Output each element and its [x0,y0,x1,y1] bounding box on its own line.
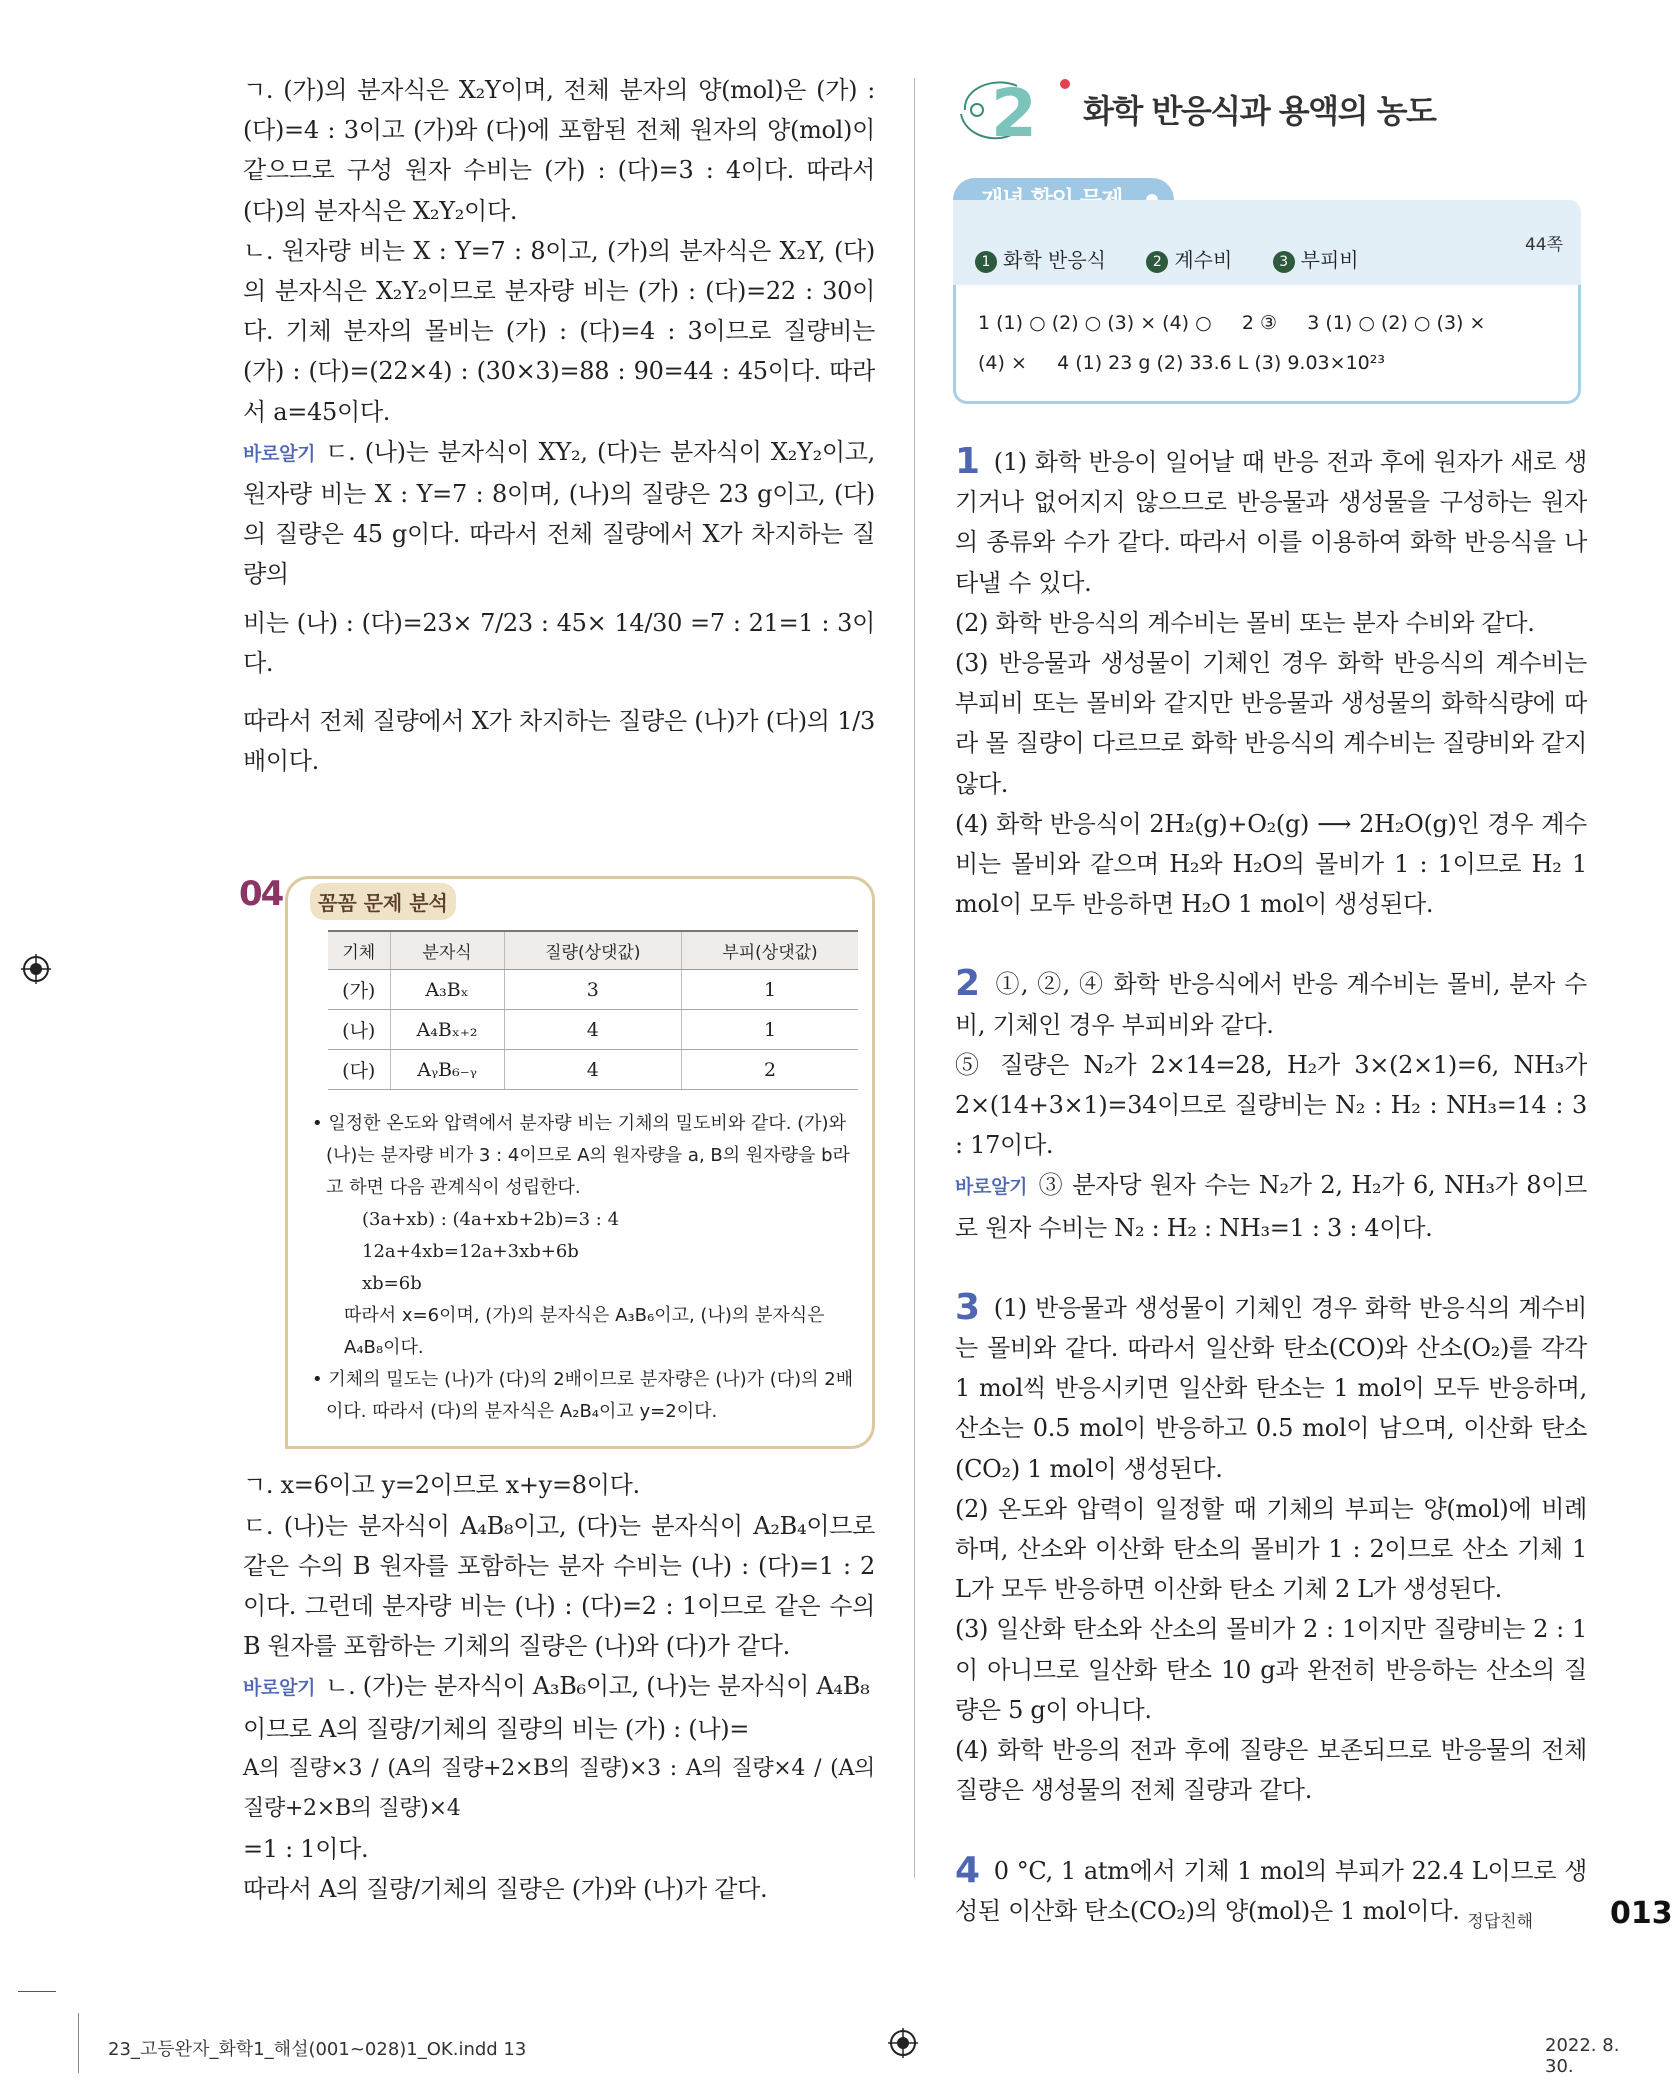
table-header: 기체 [328,931,390,970]
q1-para-2: (2) 화학 반응식의 계수비는 몰비 또는 분자 수비와 같다. [955,608,1535,637]
q1-para-1: 1 (1) 화학 반응이 일어날 때 반응 전과 후에 원자가 새로 생기거나 없어지지 않으므로 반응물과 생성물을 구성하는 원자의 종류와 수가 같다. 따라서 이를 이용하여 화학 반응식을 나타낼 수 있다. [955,441,1587,597]
left-para-3a: ㄱ. x=6이고 y=2이므로 x+y=8이다. [243,1471,640,1500]
left-para-2: 바로알기 ㄷ. (나)는 분자식이 XY₂, (다)는 분자식이 X₂Y₂이고, 원자량 비는 X : Y=7 : 8이며, (나)의 질량은 23 g이고, (다)의 질량은 45 g이다. 따라서 전체 질량에서 X가 차지하는 질량의 [243,437,875,589]
answers-line-1: 1 (1) ○ (2) ○ (3) × (4) ○ 2 ③ 3 (1) ○ (2) ○ (3) × [978,312,1486,334]
table-cell: 3 [504,970,681,1010]
question-4-number: 4 [955,1849,980,1891]
q3-para-2: (2) 온도와 압력이 일정할 때 기체의 부피는 양(mol)에 비례하며, 산소와 이산화 탄소의 몰비가 1 : 2이므로 산소 기체 1 L가 모두 반응하면 이산화 탄소 기체 2 L가 생성된다. [955,1494,1587,1604]
left-para-4d: =1 : 1이다. [243,1835,369,1864]
q3-para-3: (3) 일산화 탄소와 산소의 몰비가 2 : 1이지만 질량비는 2 : 1이 아니므로 일산화 탄소 10 g과 완전히 반응하는 산소의 질량은 5 g이 아니다. [955,1615,1587,1724]
q4-para: 4 0 °C, 1 atm에서 기체 1 mol의 부피가 22.4 L이므로 생성된 이산화 탄소(CO₂)의 양(mol)은 1 mol이다. [955,1849,1587,1925]
table-cell: (나) [328,1010,390,1050]
left-para-4c: A의 질량×3 / (A의 질량+2×B의 질량)×3 : A의 질량×4 / (A의 질량+2×B의 질량)×4 [243,1755,875,1822]
keyword-2: 2 계수비 [1146,248,1232,272]
question-1-number: 1 [955,441,980,482]
table-row [328,970,858,1010]
keyword-3: 3 부피비 [1273,248,1359,272]
analysis-bullets [306,1108,860,1428]
q1-para-4: (4) 화학 반응식이 2H₂(g)+O₂(g) ⟶ 2H₂O(g)인 경우 계수비는 몰비와 같으며 H₂와 H₂O의 몰비가 1 : 1이므로 H₂ 1 mol이 모두 반응하면 H₂O 1 mol이 생성된다. [955,809,1587,919]
table-cell: 1 [682,970,859,1010]
equation-3: xb=6b [362,1273,422,1295]
concept-keywords [953,200,1581,285]
problem-analysis-box [239,874,875,1449]
left-para-2b: 비는 (나) : (다)=23× 7/23 : 45× 14/30 =7 : 21=1 : 3이다. [243,608,875,677]
wrong-label: 바로알기 [243,442,316,465]
bullet-1: • 일정한 온도와 압력에서 분자량 비는 기체의 밀도비와 같다. (가)와 (나)는 분자량 비가 3 : 4이므로 A의 원자량을 a, B의 원자량을 b라고 하면 다음 관계식이 성립한다. [312,1113,850,1199]
column-divider [914,78,915,1878]
left-para-1b: ㄴ. 원자량 비는 X : Y=7 : 8이고, (가)의 분자식은 X₂Y, (다)의 분자식은 X₂Y₂이므로 분자량 비는 (가) : (다)=22 : 30이다. 기체 분자의 몰비는 (가) : (다)=4 : 3이므로 질량비는 (가) : (다)=(22×4) : (30×3)=88 : 90=44 : 45이다. 따라서 a=45이다. [243,236,875,426]
q3-para-1: 3 (1) 반응물과 생성물이 기체인 경우 화학 반응식의 계수비는 몰비와 같다. 따라서 일산화 탄소(CO)와 산소(O₂)를 각각 1 mol씩 반응시키면 일산화 탄소는 1 mol이 모두 반응하며, 산소는 0.5 mol이 반응하고 0.5 mol이 남으며, 이산화 탄소(CO₂) 1 mol이 생성된다. [955,1286,1587,1483]
left-para-4b: 이므로 A의 질량/기체의 질량의 비는 (가) : (나)= [243,1714,750,1743]
left-para-3b: ㄷ. (나)는 분자식이 A₄B₈이고, (다)는 분자식이 A₂B₄이므로 같은 수의 B 원자를 포함하는 분자 수비는 (나) : (다)=1 : 2이다. 그런데 분자량 비는 (나) : (다)=2 : 1이므로 같은 수의 B 원자를 포함하는 기체의 질량은 (나)와 (다)가 같다. [243,1511,875,1661]
q2-para-1: 2 ①, ②, ④ 화학 반응식에서 반응 계수비는 몰비, 분자 수비, 기체인 경우 부피비와 같다. [955,963,1587,1039]
section-title: 화학 반응식과 용액의 농도 [1083,92,1436,130]
q2-para-2: ⑤ 질량은 N₂가 2×14=28, H₂가 3×(2×1)=6, NH₃가 2×(14+3×1)=34이므로 질량비는 N₂ : H₂ : NH₃=14 : 3 : 17이다. [955,1050,1587,1160]
table-cell: (다) [328,1050,390,1090]
answers-line-2: (4) × 4 (1) 23 g (2) 33.6 L (3) 9.03×10²³ [978,352,1385,374]
left-para-4e: 따라서 A의 질량/기체의 질량은 (가)와 (나)가 같다. [243,1875,768,1904]
registration-mark-icon [888,2028,918,2058]
equation-2: 12a+4xb=12a+3xb+6b [362,1241,579,1263]
equation-1: (3a+xb) : (4a+xb+2b)=3 : 4 [362,1209,620,1231]
q3-para-4: (4) 화학 반응의 전과 후에 질량은 보존되므로 반응물의 전체 질량은 생성물의 전체 질량과 같다. [955,1736,1587,1805]
question-3-number: 3 [955,1286,980,1328]
section-number-logo [955,70,1075,152]
footer-answer-note: 정답친해 [1467,1912,1533,1932]
concept-page-ref: 44쪽 [1524,235,1563,255]
wrong-label: 바로알기 [955,1176,1028,1199]
table-cell: A₄Bₓ₊₂ [390,1010,504,1050]
crop-mark [78,2013,79,2073]
page-number: 013 [1610,1896,1673,1931]
concept-answers [953,285,1581,404]
registration-mark-icon [21,954,51,984]
number-1-icon: 1 [975,251,997,273]
table-header: 부피(상댓값) [682,931,859,970]
right-column [955,70,1587,1931]
section-number: 2 [991,75,1037,152]
number-2-icon: 2 [1146,251,1168,273]
concept-check-box [953,178,1581,404]
bullet-1-end: 따라서 x=6이며, (가)의 분자식은 A₃B₆이고, (나)의 분자식은 A₄B₈이다. [344,1305,825,1359]
wrong-label: 바로알기 [243,1677,316,1700]
table-cell: 2 [682,1050,859,1090]
left-column [239,70,875,1910]
analysis-title: 꼼꼼 문제 분석 [310,883,456,920]
number-3-icon: 3 [1273,251,1295,273]
left-para-4: 바로알기 ㄴ. (가)는 분자식이 A₃B₆이고, (나)는 분자식이 A₄B₈ [243,1672,870,1701]
problem-number: 04 [239,874,283,915]
keyword-1: 1 화학 반응식 [975,248,1106,272]
table-cell: 1 [682,1010,859,1050]
q1-para-3: (3) 반응물과 생성물이 기체인 경우 화학 반응식의 계수비는 부피비 또는 몰비와 같지만 반응물과 생성물의 화학식량에 따라 몰 질량이 다르므로 화학 반응식의 계수비는 질량비와 같지 않다. [955,649,1587,798]
bullet-2: • 기체의 밀도는 (나)가 (다)의 2배이므로 분자량은 (나)가 (다)의 2배이다. 따라서 (다)의 분자식은 A₂B₄이고 y=2이다. [312,1369,854,1423]
file-name: 23_고등완자_화학1_해설(001~028)1_OK.indd 13 [108,2039,527,2060]
section-heading [955,70,1587,150]
analysis-frame [285,876,875,1449]
table-cell: 4 [504,1050,681,1090]
left-para-2c: 따라서 전체 질량에서 X가 차지하는 질량은 (나)가 (다)의 1/3배이다. [243,707,875,776]
table-cell: (가) [328,970,390,1010]
table-row [328,1050,858,1090]
question-2-number: 2 [955,963,980,1005]
table-header: 질량(상댓값) [504,931,681,970]
crop-mark [18,1991,56,1992]
gas-table [328,930,858,1090]
q2-wrong: 바로알기 ③ 분자당 원자 수는 N₂가 2, H₂가 6, NH₃가 8이므로 원자 수비는 N₂ : H₂ : NH₃=1 : 3 : 4이다. [955,1171,1587,1242]
table-cell: A₃Bₓ [390,970,504,1010]
table-row [328,1010,858,1050]
table-cell: 4 [504,1010,681,1050]
print-date: 2022. 8. 30. [1545,2035,1620,2077]
left-para-1a: ㄱ. (가)의 분자식은 X₂Y이며, 전체 분자의 양(mol)은 (가) : (다)=4 : 3이고 (가)와 (다)에 포함된 전체 원자의 양(mol)이 같으므로 구성 원자 수비는 (가) : (다)=3 : 4이다. 따라서 (다)의 분자식은 X₂Y₂이다. [243,76,875,225]
table-cell: AᵧB₆₋ᵧ [390,1050,504,1090]
table-header: 분자식 [390,931,504,970]
